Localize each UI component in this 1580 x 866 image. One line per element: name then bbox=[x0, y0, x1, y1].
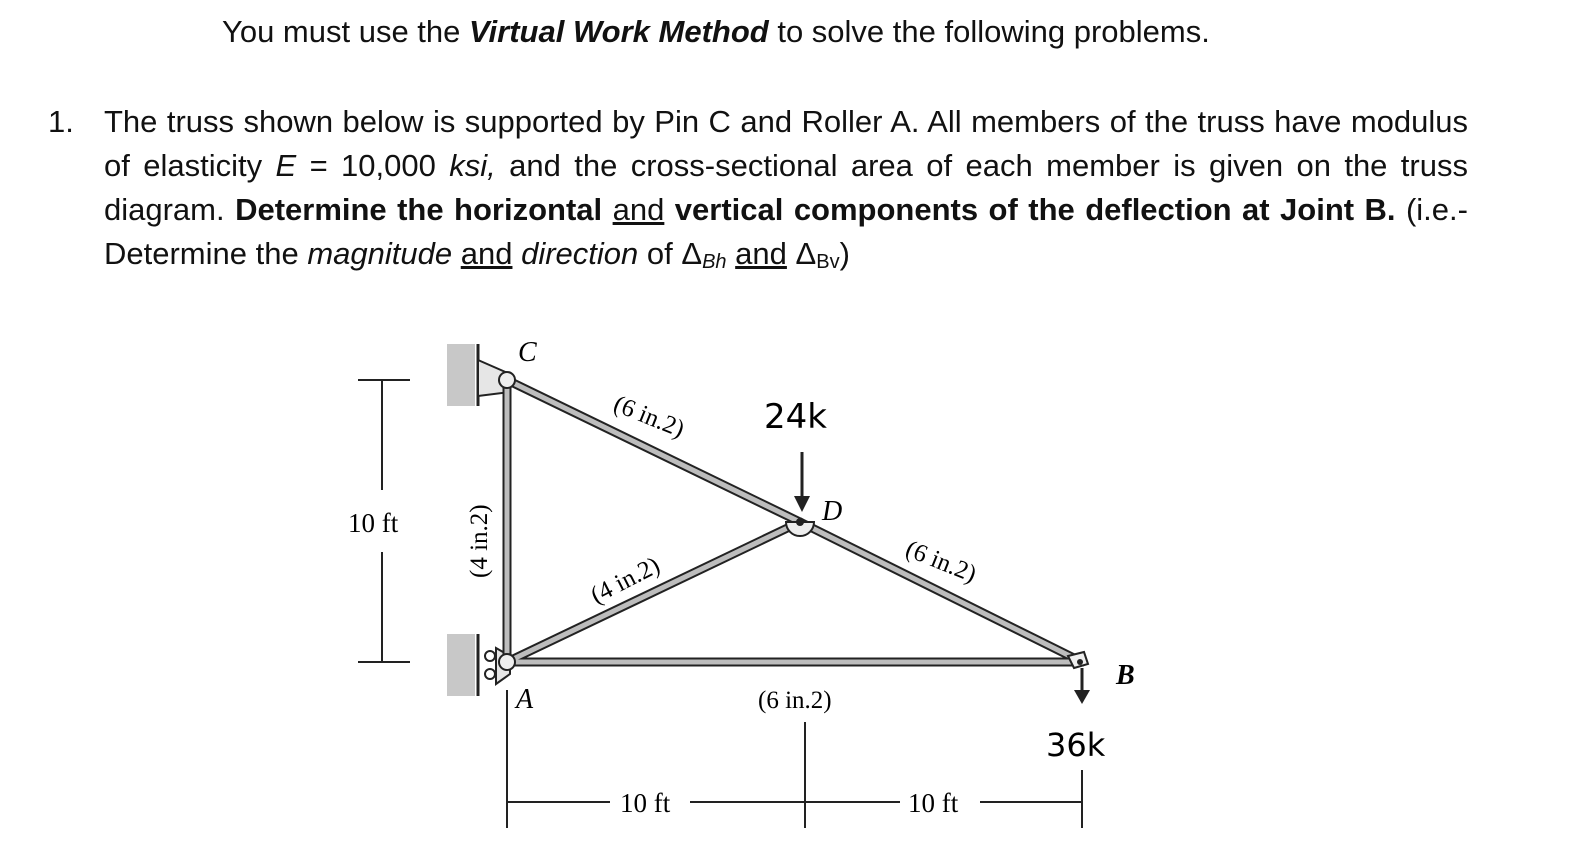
area-ab: (6 in.2) bbox=[758, 687, 832, 714]
modulus-symbol: E bbox=[275, 148, 297, 183]
load-b-arrowhead bbox=[1074, 690, 1090, 704]
area-ad: (4 in.2) bbox=[586, 551, 665, 610]
problem-text-2: = 10,000 bbox=[296, 148, 450, 183]
area-cd: (6 in.2) bbox=[609, 390, 689, 444]
label-a: A bbox=[516, 684, 534, 715]
delta-bv-symbol: Δ bbox=[786, 236, 817, 271]
load-d-label: 24k bbox=[764, 397, 827, 437]
bold-horizontal: Determine the horizontal bbox=[235, 192, 603, 227]
instruction-post: to solve the following problems. bbox=[768, 14, 1210, 49]
instruction-pre: You must use the bbox=[222, 14, 470, 49]
bold-vertical: vertical components of the deflection at Joint B. bbox=[674, 192, 1396, 227]
load-d-arrowhead bbox=[794, 496, 810, 512]
direction-word: direction bbox=[521, 236, 639, 271]
roller-a-wall-hatch bbox=[447, 634, 475, 696]
dim-left-span-label: 10 ft bbox=[620, 788, 671, 818]
label-b: B bbox=[1116, 660, 1135, 691]
load-b-label: 36k bbox=[1046, 726, 1106, 764]
problem-text-1: The truss shown below is supported by Pin C and Roller A. All members of the truss have modulus of elasticity bbox=[104, 104, 1468, 183]
member-db bbox=[800, 522, 1082, 662]
member-ad bbox=[507, 522, 800, 662]
joint-a bbox=[499, 654, 515, 670]
problem-text-3: and the cross-sectional area of each member is given on the truss diagram. bbox=[104, 148, 1468, 227]
joint-b bbox=[1077, 659, 1083, 665]
magnitude-word: magnitude bbox=[307, 236, 453, 271]
area-db: (6 in.2) bbox=[901, 535, 981, 589]
delta-bh-symbol: of Δ bbox=[638, 236, 703, 271]
member-cd bbox=[507, 380, 800, 522]
roller-wheel-top bbox=[485, 651, 495, 661]
pin-c-wall-hatch bbox=[447, 344, 475, 406]
problem-text-4: (i.e.- Determine the bbox=[104, 192, 1468, 271]
label-c: C bbox=[518, 337, 537, 368]
area-ca: (4 in.2) bbox=[466, 504, 493, 578]
closing-paren: ) bbox=[839, 236, 850, 271]
ksi-unit: ksi, bbox=[449, 148, 496, 183]
delta-bv-subscript: Bv bbox=[816, 251, 840, 273]
dim-height-label: 10 ft bbox=[348, 508, 399, 538]
underlined-and-1: and bbox=[612, 192, 665, 227]
underlined-and-3: and bbox=[735, 236, 787, 271]
problem-number: 1. bbox=[48, 104, 74, 139]
label-d: D bbox=[822, 496, 843, 527]
delta-bh-subscript: Bh bbox=[702, 251, 727, 273]
underlined-and-2: and bbox=[460, 236, 513, 271]
roller-wheel-bottom bbox=[485, 669, 495, 679]
dim-right-span-label: 10 ft bbox=[908, 788, 959, 818]
joint-d bbox=[796, 518, 804, 526]
joint-c bbox=[499, 372, 515, 388]
instruction-method: Virtual Work Method bbox=[469, 14, 769, 49]
